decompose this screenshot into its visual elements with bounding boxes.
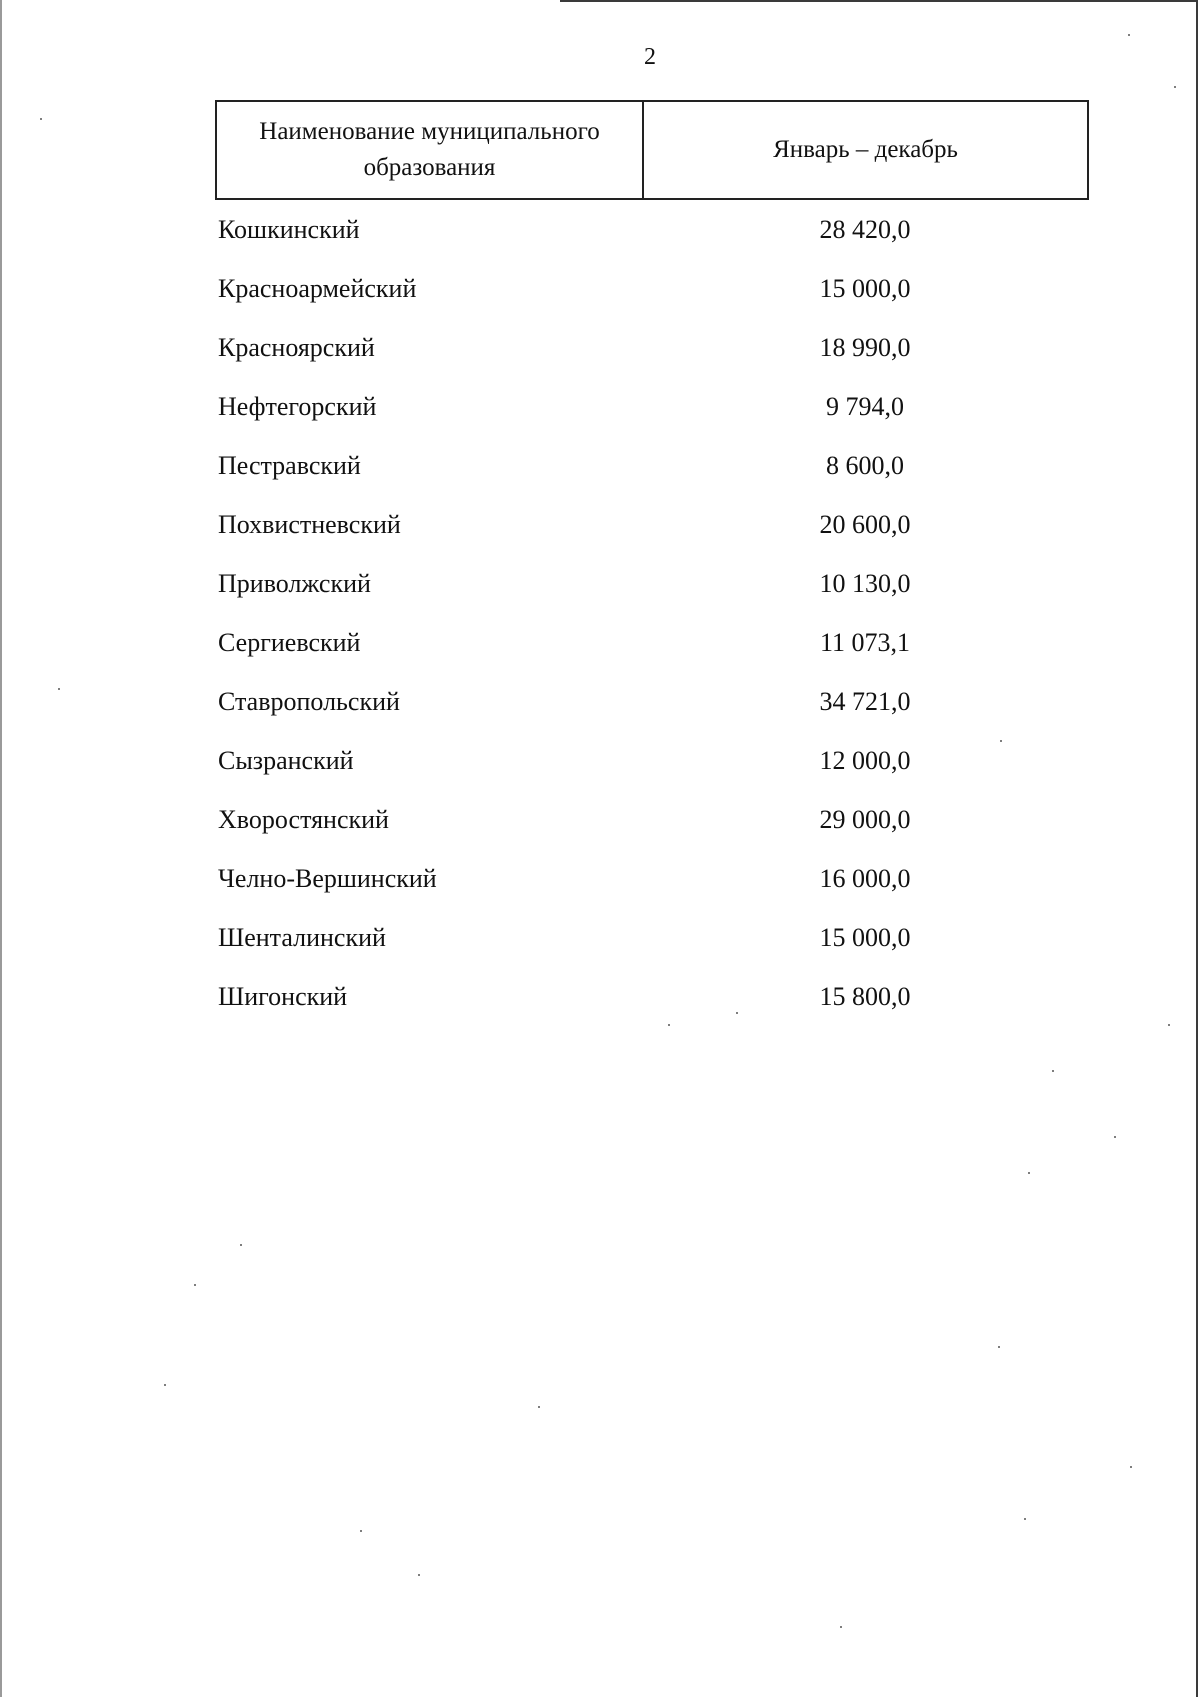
table-row [218, 318, 1088, 377]
amount-value: 16 000,0 [819, 863, 911, 893]
table-row [218, 259, 1088, 318]
municipality-name: Похвистневский [218, 509, 401, 539]
municipality-name: Ставропольский [218, 686, 400, 716]
amount-value: 12 000,0 [819, 745, 911, 775]
amount-value: 15 800,0 [819, 981, 911, 1011]
table-row [218, 613, 1088, 672]
amount-value: 29 000,0 [819, 804, 911, 834]
amount-value: 15 000,0 [819, 922, 911, 952]
table-row [218, 672, 1088, 731]
municipality-name: Сергиевский [218, 627, 361, 657]
page-number: 2 [644, 44, 656, 70]
municipality-name: Шигонский [218, 981, 348, 1011]
header-period: Январь – декабрь [773, 136, 958, 163]
table-row [218, 967, 1088, 1026]
table-row [218, 554, 1088, 613]
table-row [218, 790, 1088, 849]
amount-value: 28 420,0 [819, 214, 911, 244]
amount-value: 34 721,0 [819, 686, 911, 716]
municipality-name: Красноармейский [218, 273, 417, 303]
municipality-name: Сызранский [218, 745, 354, 775]
amount-value: 9 794,0 [826, 391, 904, 421]
table-row [218, 200, 1088, 259]
municipality-name: Кошкинский [218, 214, 360, 244]
municipality-name: Приволжский [218, 568, 371, 598]
municipality-name: Хворостянский [218, 804, 389, 834]
municipality-name: Шенталинский [218, 922, 386, 952]
amount-value: 8 600,0 [826, 450, 904, 480]
amount-value: 11 073,1 [819, 627, 911, 657]
amount-value: 18 990,0 [819, 332, 911, 362]
municipality-name: Пестравский [218, 450, 361, 480]
table-header [215, 100, 1089, 200]
amount-value: 15 000,0 [819, 273, 911, 303]
amount-value: 10 130,0 [819, 568, 911, 598]
municipality-name: Красноярский [218, 332, 375, 362]
table-body [218, 200, 1088, 1026]
header-municipality: Наименование муниципального образования [217, 102, 644, 198]
scan-edge-top [560, 0, 1196, 2]
table-row [218, 908, 1088, 967]
table-row [218, 849, 1088, 908]
table-row [218, 377, 1088, 436]
table-row [218, 436, 1088, 495]
municipality-name: Нефтегорский [218, 391, 377, 421]
table-row [218, 731, 1088, 790]
municipality-name: Челно-Вершинский [218, 863, 437, 893]
table-row [218, 495, 1088, 554]
scan-edge-left [0, 0, 2, 1697]
amount-value: 20 600,0 [819, 509, 911, 539]
scan-edge-right [1196, 0, 1198, 1697]
